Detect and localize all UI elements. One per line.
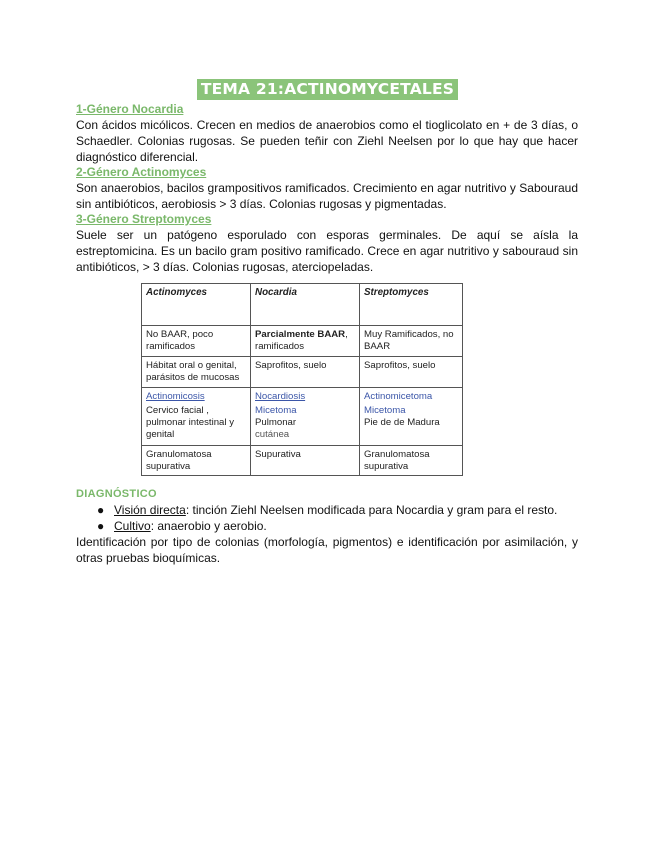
bullet-text: : anaerobio y aerobio. xyxy=(150,519,267,533)
list-item xyxy=(76,518,578,534)
table-row xyxy=(142,326,463,357)
table-cell xyxy=(251,326,360,357)
cell-text: Pulmonar xyxy=(255,417,297,428)
cell-text: Actinomicetoma xyxy=(364,391,433,402)
page-title: TEMA 21:ACTINOMYCETALES xyxy=(197,79,458,100)
diagnostic-heading: DIAGNÓSTICO xyxy=(76,488,157,500)
cell-text: Pie de de Madura xyxy=(364,417,440,428)
table-cell xyxy=(360,388,463,446)
header-actinomyces: Actinomyces xyxy=(142,284,251,326)
cell-text: cutánea xyxy=(255,429,290,440)
header-streptomyces: Streptomyces xyxy=(360,284,463,326)
table-row xyxy=(142,388,463,446)
bullet-icon: ● xyxy=(97,519,105,533)
table-cell: Granulomatosa supurativa xyxy=(360,446,463,476)
bold-text: Parcialmente BAAR xyxy=(255,329,346,340)
disease-link-actinomicosis[interactable]: Actinomicosis xyxy=(146,391,205,402)
bullet-label: Visión directa xyxy=(114,503,186,517)
header-nocardia: Nocardia xyxy=(251,284,360,326)
cell-text: , ramificados xyxy=(255,329,348,352)
paragraph-nocardia: Con ácidos micólicos. Crecen en medios de anaerobios como el tioglicolato en + de 3 días, o Schaedler. Colonias rugosas. Se pueden teñir con Ziehl Neelsen por lo que hay que hacer diagnóstico diferencial. xyxy=(76,118,578,164)
table-row xyxy=(142,446,463,476)
table-cell: Granulomatosa supurativa xyxy=(142,446,251,476)
closing-paragraph: Identificación por tipo de colonias (morfología, pigmentos) e identificación por asimilación, y otras pruebas bioquímicas. xyxy=(76,535,578,565)
heading-actinomyces: 2-Género Actinomyces xyxy=(76,165,207,179)
table-cell: Muy Ramificados, no BAAR xyxy=(360,326,463,357)
paragraph-actinomyces: Son anaerobios, bacilos grampositivos ramificados. Crecimiento en agar nutritivo y Sabouraud sin antibióticos, aerobiosis > 3 días. Colonias rugosas y pigmentadas. xyxy=(76,181,578,211)
comparison-table xyxy=(141,283,463,476)
cell-text: Micetoma xyxy=(255,405,297,416)
table-cell: Hábitat oral o genital, parásitos de mucosas xyxy=(142,357,251,388)
paragraph-streptomyces: Suele ser un patógeno esporulado con esporas germinales. De aquí se aísla la estreptomicina. Es un bacilo gram positivo ramificado. Crece en agar nutritivo y sabouraud sin antibióticos, > 3 días. Colonias rugosas, aterciopeladas. xyxy=(76,228,578,274)
table-cell: Supurativa xyxy=(251,446,360,476)
heading-streptomyces: 3-Género Streptomyces xyxy=(76,212,212,226)
diagnostic-list xyxy=(76,502,578,534)
title-container xyxy=(0,79,655,100)
table-cell: Saprofitos, suelo xyxy=(251,357,360,388)
cell-text: Micetoma xyxy=(364,405,406,416)
genera-sections xyxy=(76,102,578,275)
bullet-label: Cultivo xyxy=(114,519,151,533)
comparison-table-wrapper xyxy=(141,283,463,476)
bullet-text: : tinción Ziehl Neelsen modificada para Nocardia y gram para el resto. xyxy=(185,503,558,517)
heading-nocardia: 1-Género Nocardia xyxy=(76,102,184,116)
table-cell: No BAAR, poco ramificados xyxy=(142,326,251,357)
table-header-row xyxy=(142,284,463,326)
table-cell xyxy=(142,388,251,446)
cell-text: Cervico facial , pulmonar intestinal y genital xyxy=(146,405,234,440)
disease-link-nocardiosis[interactable]: Nocardiosis xyxy=(255,391,306,402)
list-item xyxy=(76,502,578,518)
diagnostic-section xyxy=(76,487,578,566)
bullet-icon: ● xyxy=(97,503,105,517)
table-cell xyxy=(251,388,360,446)
table-row xyxy=(142,357,463,388)
table-cell: Saprofitos, suelo xyxy=(360,357,463,388)
